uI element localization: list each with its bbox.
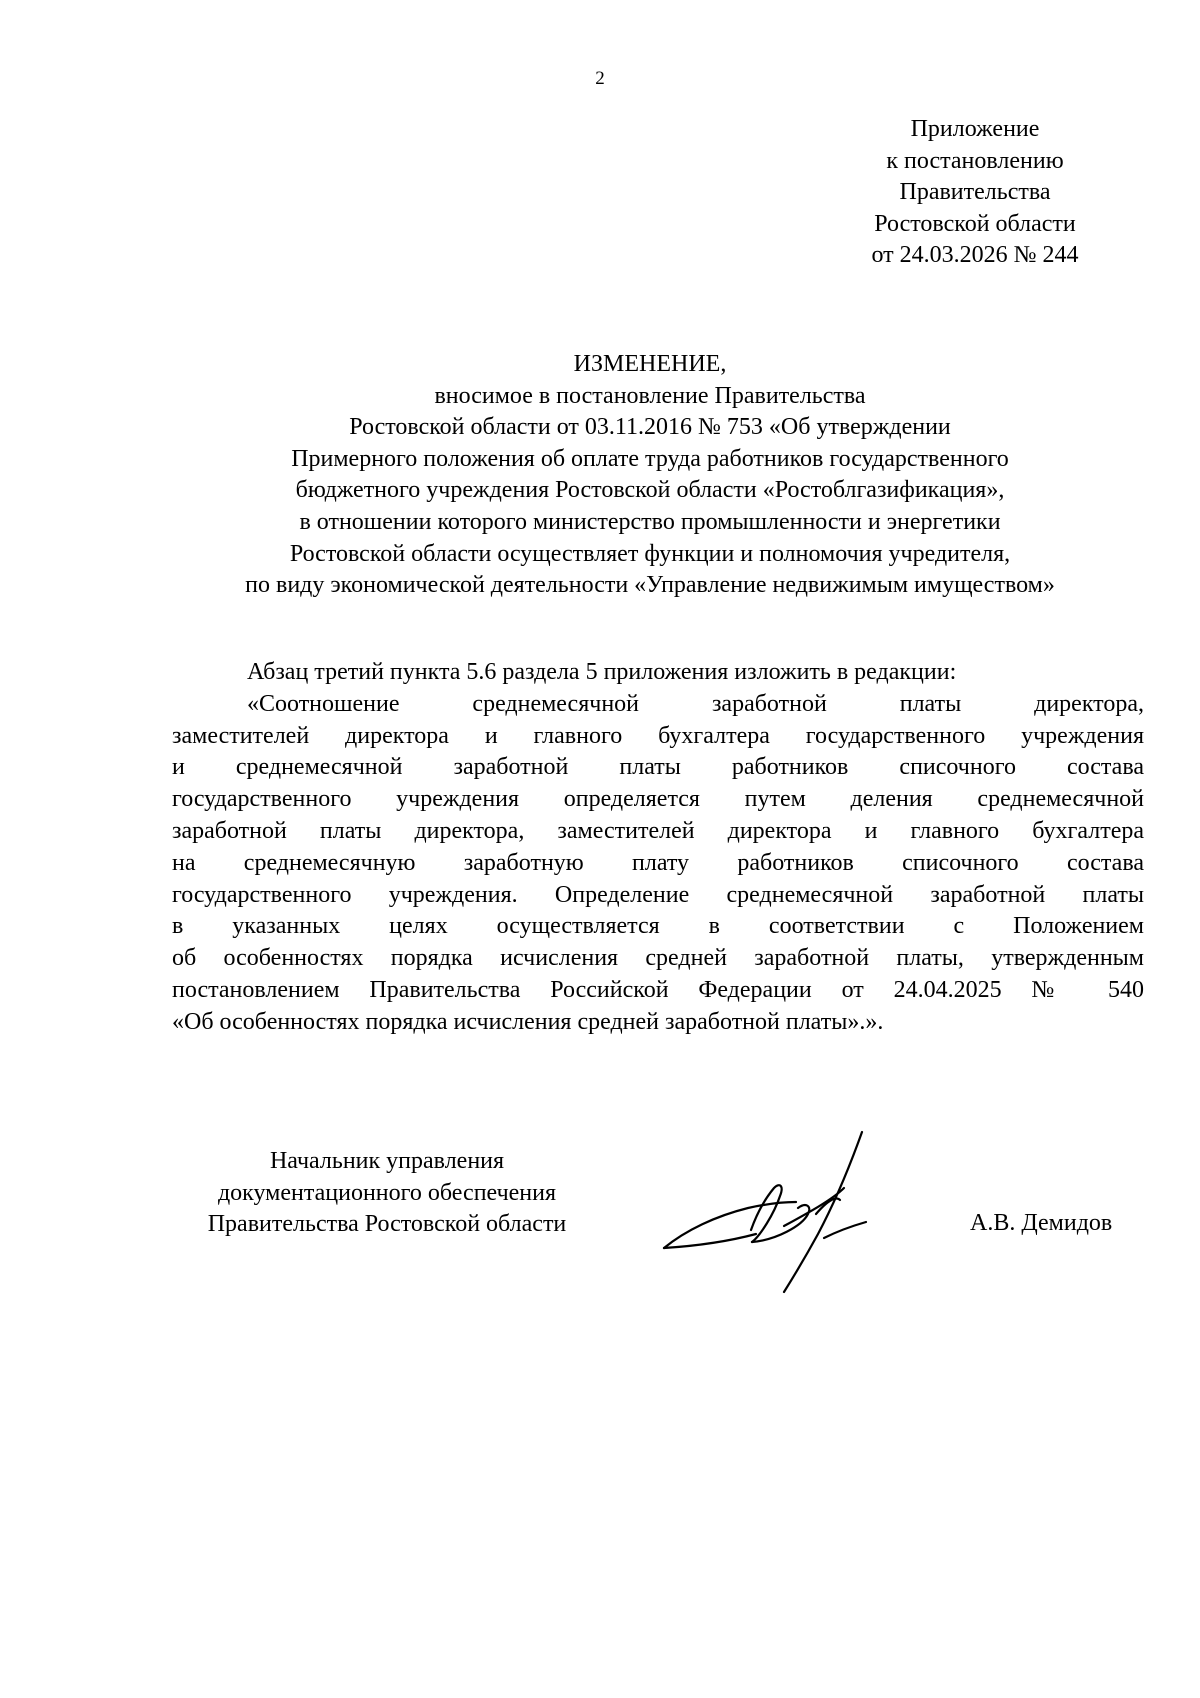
appendix-line: к постановлению — [886, 147, 1064, 174]
document-heading — [160, 349, 1140, 602]
heading-line: Ростовской области осуществляет функции и полномочия учредителя, — [289, 540, 1011, 567]
heading-line: бюджетного учреждения Ростовской области «Ростоблгазификация», — [295, 477, 1005, 504]
signatory-name: А.В. Демидов — [970, 1210, 1113, 1236]
quote-line: и среднемесячной заработной платы работников списочного состава — [172, 754, 1144, 781]
quote-line: заработной платы директора, заместителей директора и главного бухгалтера — [172, 817, 1144, 844]
appendix-line: Ростовской области — [874, 210, 1076, 237]
signatory-position — [172, 1146, 602, 1241]
signatory-position-line: Начальник управления — [269, 1148, 505, 1174]
appendix-line: от 24.03.2026 № 244 — [871, 242, 1079, 268]
body-intro: Абзац третий пункта 5.6 раздела 5 приложения изложить в редакции: — [247, 659, 957, 685]
quote-line: на среднемесячную заработную плату работников списочного состава — [172, 849, 1144, 876]
quote-line: «Соотношение среднемесячной заработной платы директора, — [247, 690, 1144, 717]
handwritten-signature — [656, 1130, 916, 1300]
heading-line: Примерного положения об оплате труда работников государственного — [291, 445, 1009, 472]
quote-line: постановлением Правительства Российской Федерации от 24.04.2025 № 540 — [172, 976, 1144, 1003]
appendix-line: Приложение — [910, 116, 1040, 142]
appendix-block — [840, 114, 1110, 272]
page-number: 2 — [595, 68, 605, 89]
signatory-position-line: Правительства Ростовской области — [207, 1211, 567, 1238]
heading-line: в отношении которого министерство промышленности и энергетики — [299, 508, 1001, 535]
quote-line: государственного учреждения определяется путем деления среднемесячной — [172, 786, 1144, 813]
body-text — [172, 657, 1144, 1039]
quote-line: об особенностях порядка исчисления средней заработной платы, утвержденным — [172, 945, 1144, 972]
appendix-line: Правительства — [899, 179, 1051, 205]
quote-line: заместителей директора и главного бухгалтера государственного учреждения — [172, 722, 1144, 749]
quote-last-line: «Об особенностях порядка исчисления средней заработной платы».». — [172, 1008, 884, 1035]
heading-title: ИЗМЕНЕНИЕ, — [573, 351, 727, 377]
quote-line: государственного учреждения. Определение среднемесячной заработной платы — [172, 881, 1144, 908]
heading-line: по виду экономической деятельности «Управление недвижимым имуществом» — [245, 572, 1055, 599]
signatory-position-line: документационного обеспечения — [217, 1179, 557, 1206]
quote-line: в указанных целях осуществляется в соответствии с Положением — [172, 913, 1144, 940]
heading-line: Ростовской области от 03.11.2016 № 753 «Об утверждении — [349, 414, 951, 441]
heading-line: вносимое в постановление Правительства — [434, 382, 866, 409]
